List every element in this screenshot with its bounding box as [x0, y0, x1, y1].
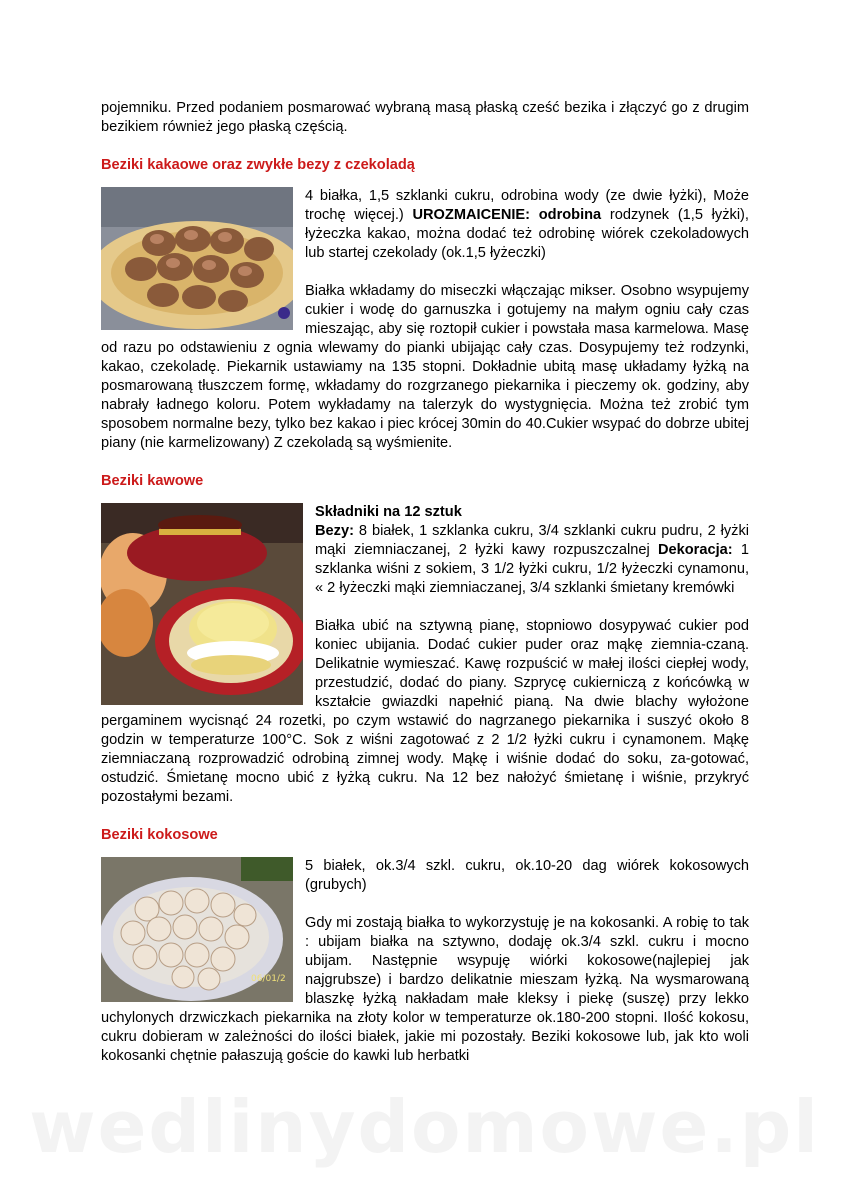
kokosowe-instructions: Gdy mi zostają białka to wykorzystuję je na kokosanki. A robię to tak : ubijam białka na sztywno, dodaję ok.3/4 szkl. cukru i mocno ubijam. Następnie wsypuję wiórki kokosowe(najlepiej jak najgrubsze) i bardzo delikatnie mieszam łyżką. Na wysmarowaną blaszkę łyżką nakładam małe kleksy i piekę (suszę) przy lekko uchylonych drzwiczkach piekarnika na złoty kolor w temperaturze ok.180-200 stopni. Ilość kokosu, cukru dobieram w zależności do ilości białek, jakie mi pozostały. Beziki kokosowe lub, jak kto woli kokosanki chętnie pałaszują goście do kawki lub herbatki — [101, 915, 749, 1064]
section-title-kawowe: Beziki kawowe — [101, 473, 204, 489]
kokosowe-ingredients: 5 białek, ok.3/4 szkl. cukru, ok.10-20 dag wiórek kokosowych (grubych) — [305, 858, 749, 893]
photo-date-stamp: 06/01/2 — [251, 974, 286, 984]
kawowe-subtitle: Składniki na 12 sztuk — [315, 504, 462, 520]
kakaowe-variation-label: UROZMAICENIE: odrobina — [412, 207, 602, 223]
section-title-kokosowe: Beziki kokosowe — [101, 827, 218, 843]
kawowe-bezy-label: Bezy: — [315, 523, 354, 539]
kakaowe-ingredients: 4 białka, 1,5 szklanki cukru, odrobina wody (ze dwie łyżki), Może trochę więcej.) UROZMAICENIE: odrobina rodzynek (1,5 łyżki), łyżeczka kakao, można dodać też odrobinę wiórek czekoladowych lub startej czekolady (ok.1,5 łyżeczki) — [305, 188, 749, 261]
photo-kokosowe — [101, 857, 293, 1002]
document-page — [101, 99, 749, 1066]
intro-paragraph: pojemniku. Przed podaniem posmarować wybraną masą płaską cześć bezika i złączyć go z drugim bezikiem również jego płaską częścią. — [101, 100, 749, 135]
kawowe-instructions: Białka ubić na sztywną pianę, stopniowo dosypywać cukier pod koniec ubijania. Dodać cukier puder oraz mąkę ziemnia-czaną. Delikatnie wymieszać. Kawę rozpuścić w małej ilości ciepłej wody, przestudzić, dodać do piany. Szprycę cukierniczą z końcówką w kształcie gwiazdki napełnić pianą. Na dwie blachy wyłożone pergaminem wycisnąć 24 rozetki, po czym wstawić do nagrzanego piekarnika i suszyć około 8 godzin w temperaturze 100°C. Sok z wiśni zagotować z 2 1/2 łyżki cukru i cynamonem. Mąkę ziemniaczaną rozprowadzić odrobiną zimnej wody. Mąkę i wiśnie dodać do soku, za-gotować, ostudzić. Śmietanę mocno ubić z łyżką cukru. Na 12 bez nałożyć śmietanę i wiśnie, przykryć pozostałymi bezami. — [101, 618, 749, 805]
photo-kawowe — [101, 503, 303, 705]
watermark-logo: wedlinydomowe.pl — [29, 1085, 820, 1169]
kawowe-bezy: Bezy: 8 białek, 1 szklanka cukru, 3/4 szklanki cukru pudru, 2 łyżki mąki ziemniaczanej, 2 łyżki kawy rozpuszczalnej Dekoracja: 1 szklanka wiśni z sokiem, 3 1/2 łyżki cukru, 1/2 łyżeczki cynamonu, « 2 łyżeczki mąki ziemniaczanej, 3/4 szklanki śmietany kremówki — [315, 523, 750, 596]
section-title-kakaowe: Beziki kakaowe oraz zwykłe bezy z czekoladą — [101, 157, 415, 173]
kakaowe-instructions: Białka wkładamy do miseczki włączając mikser. Osobno wsypujemy cukier i wodę do garnuszka i gotujemy na małym ogniu cały czas mieszając, aby się roztopił cukier i powstała masa karmelowa. Masę od razu po odstawieniu z ognia wlewamy do pianki ubijając cały czas. Dosypujemy też rodzynki, kakao, czekoladę. Piekarnik ustawiamy na 135 stopni. Dokładnie ubitą masę układamy łyżką na posmarowaną tłuszczem formę, wkładamy do rozgrzanego piekarnika i pieczemy ok. godziny, aby nabrały ładnego koloru. Potem wykładamy na talerzyk do wystygnięcia. Można też zrobić tym sposobem normalne bezy, tylko bez kakao i piec krócej 30min do 40.Cukier wsypać do dobrze ubitej piany (nie karmelizowany) Z czekoladą są wyśmienite. — [101, 283, 749, 451]
photo-kakaowe — [101, 187, 293, 330]
kawowe-dekoracja-label: Dekoracja: — [658, 542, 733, 558]
